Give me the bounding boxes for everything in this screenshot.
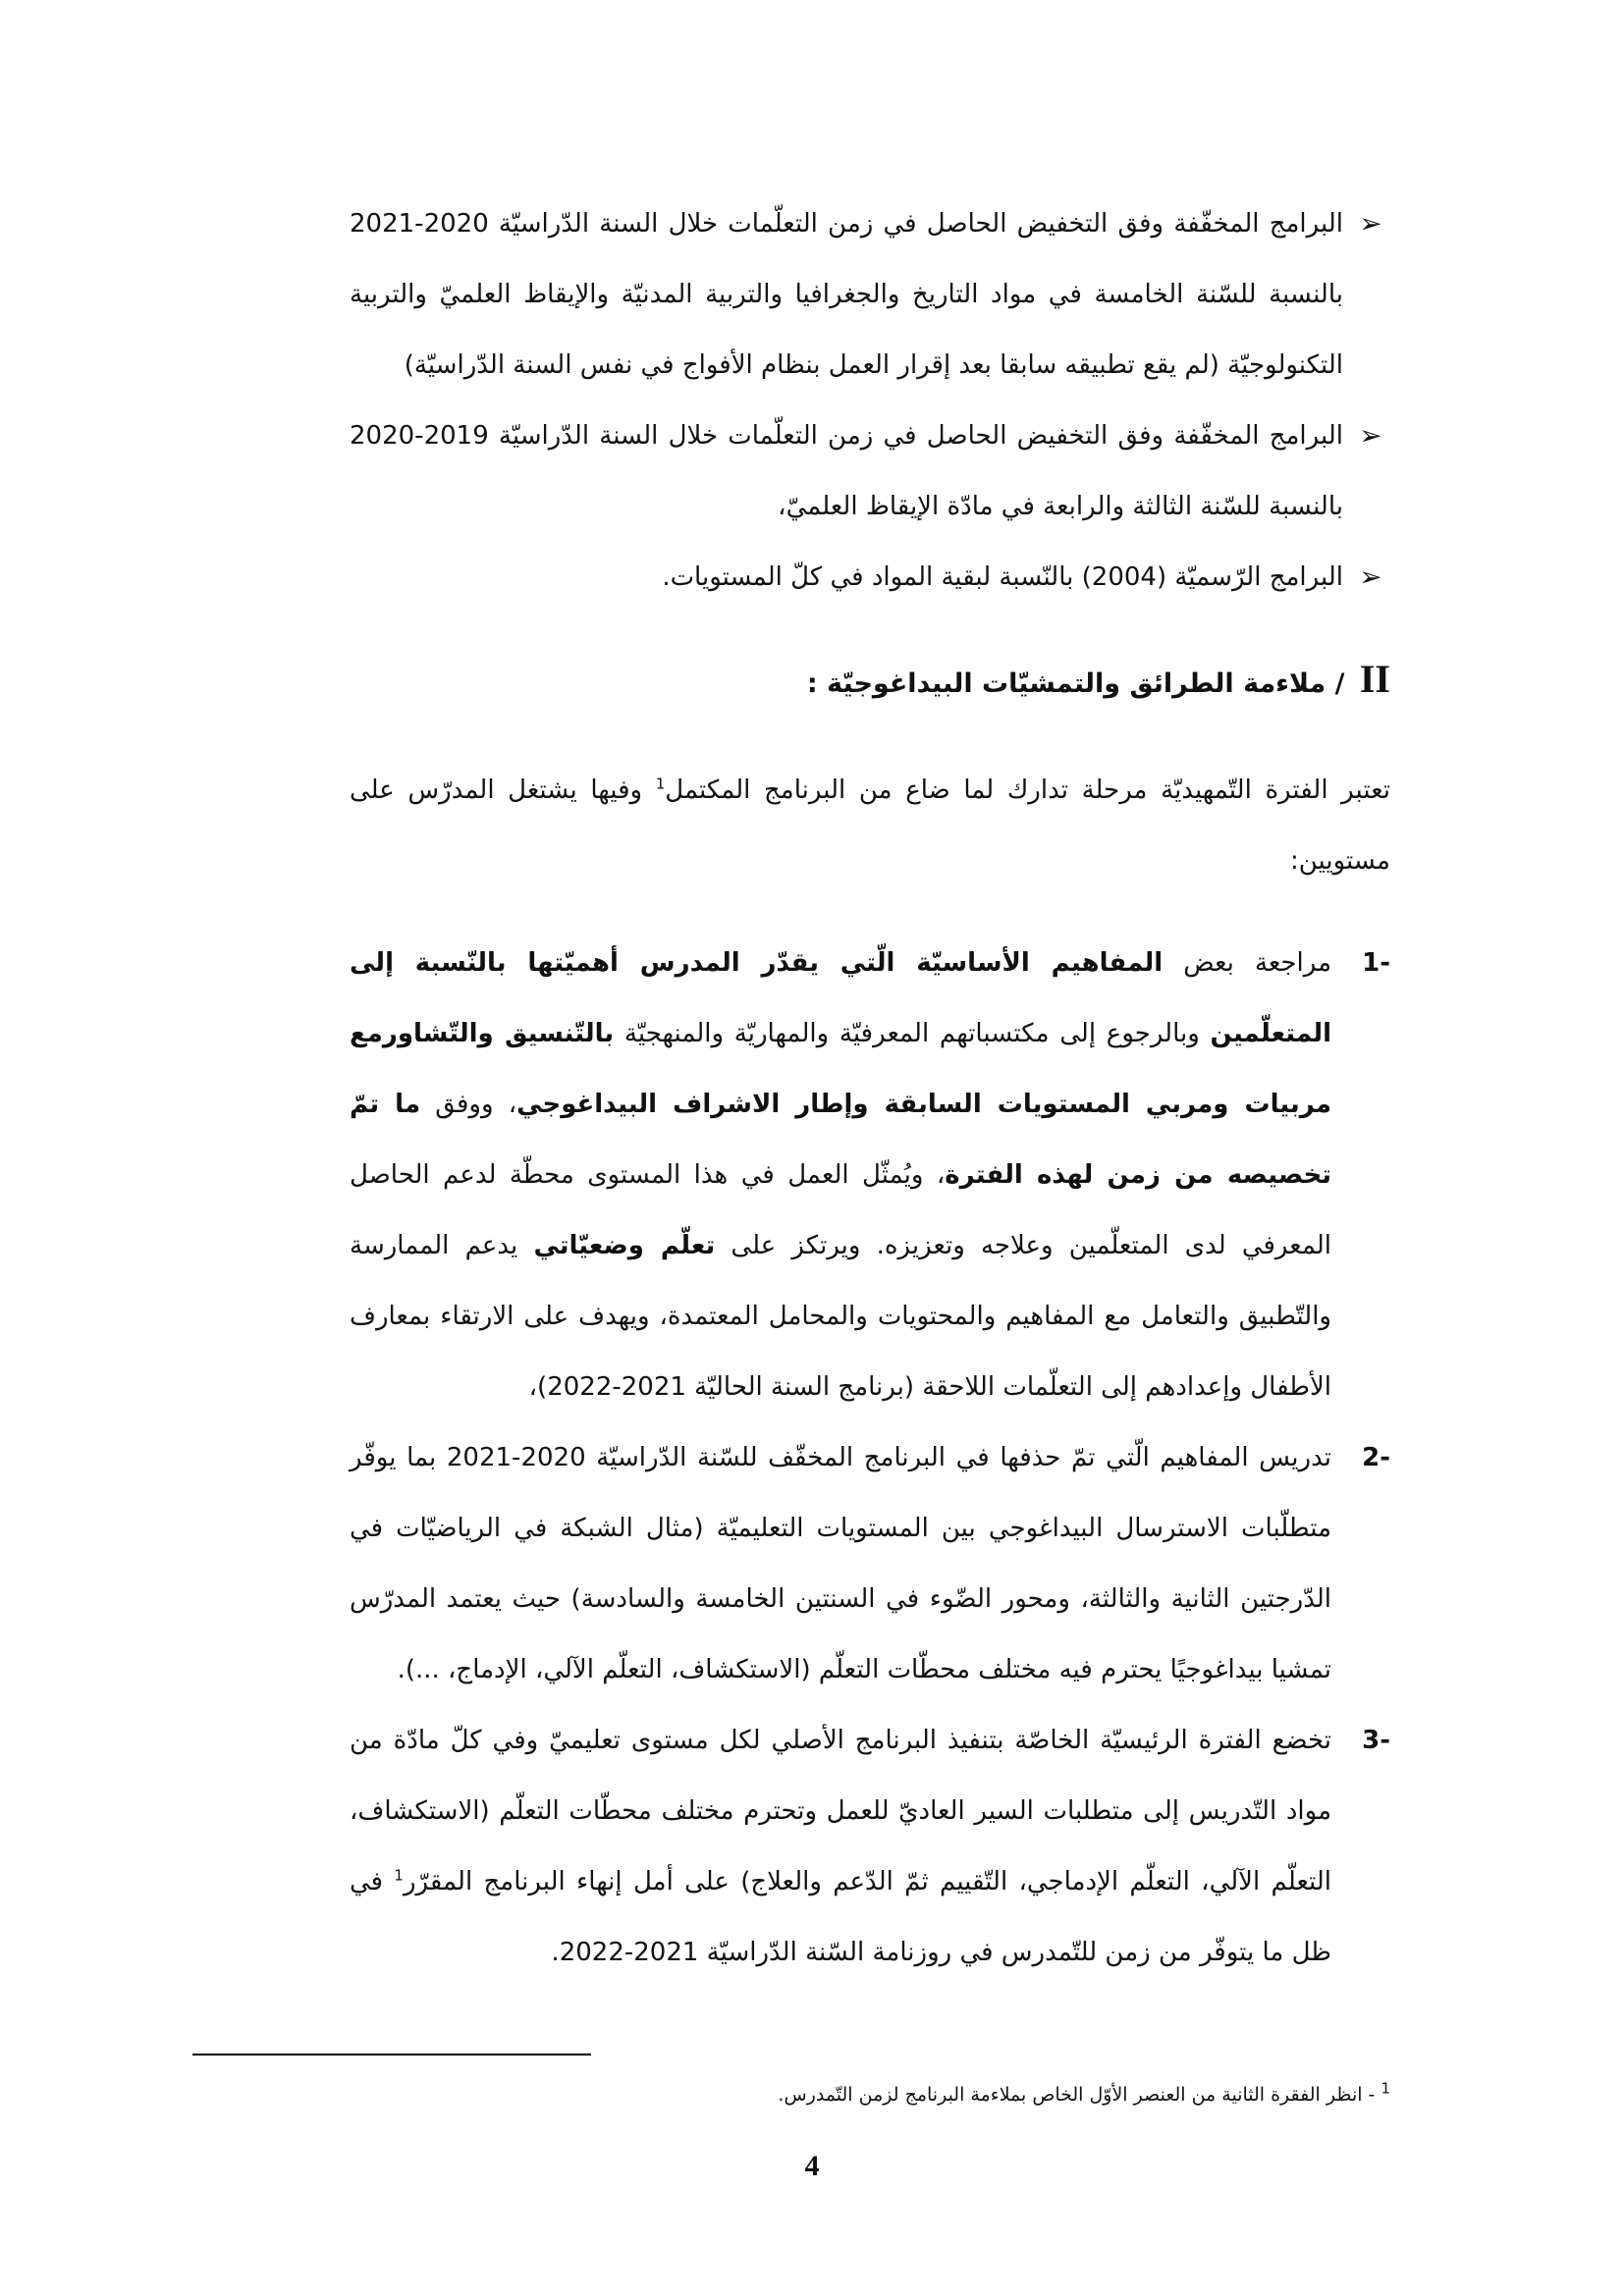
- step-item: [350, 1422, 1390, 1705]
- page-body: [350, 188, 1390, 1988]
- step-text: مراجعة بعض: [1163, 948, 1331, 978]
- intro-paragraph: [350, 755, 1390, 896]
- arrowhead-icon: ➢: [1359, 207, 1382, 240]
- section-title: / ملاءمة الطرائق والتمشيّات البيداغوجيّة :: [806, 668, 1345, 699]
- bullet-item: [350, 542, 1390, 613]
- program-bullet-list: [350, 188, 1390, 613]
- footnote-reference: 1: [655, 774, 666, 793]
- bullet-text: البرامج المخفّفة وفق التخفيض الحاصل في زمن التعلّمات خلال السنة الدّراسيّة 2019-2020 بالنسبة للسّنة الثالثة والرابعة في مادّة الإيقاظ العلميّ،: [350, 421, 1343, 521]
- step-number: -1: [1362, 948, 1390, 978]
- bullet-item: [350, 188, 1390, 400]
- footnote-reference: 1: [394, 1866, 404, 1885]
- bullet-text: البرامج المخفّفة وفق التخفيض الحاصل في زمن التعلّمات خلال السنة الدّراسيّة 2020-2021 بالنسبة للسّنة الخامسة في مواد التاريخ والجغرافيا والتربية المدنيّة والإيقاظ العلميّ والتربية التكنولوجيّة (لم يقع تطبيقه سابقا بعد إقرار العمل بنظام الأفواج في نفس السنة الدّراسيّة): [350, 209, 1343, 380]
- page-number: 4: [804, 2150, 820, 2182]
- step-text-end: في ظل ما يتوفّر من زمن للتّمدرس في روزنامة السّنة الدّراسيّة 2021-2022.: [350, 1867, 1331, 1967]
- step-emphasis: المفاهيم الأساسيّة الّتي يقدّر المدرس أهميّتها بالنّسبة إلى المتعلّمين: [350, 948, 1331, 1048]
- step-text: تدريس المفاهيم الّتي تمّ حذفها في البرنامج المخفّف للسّنة الدّراسيّة 2020-2021 بما يوفّر متطلّبات الاسترسال البيداغوجي بين المستويات التعليميّة (مثال الشبكة في الرياضيّات في الدّرجتين الثانية والثالثة، ومحور الضّوء في السنتين الخامسة والسادسة) حيث يعتمد المدرّس تمشيا بيداغوجيًا يحترم فيه مختلف محطّات التعلّم (الاستكشاف، التعلّم الآلي، الإدماج، ...).: [350, 1443, 1331, 1684]
- step-emphasis: تعلّم وضعيّاتي: [533, 1231, 716, 1260]
- step-number: -3: [1362, 1726, 1390, 1755]
- step-text: يدعم الممارسة والتّطبيق والتعامل مع المفاهيم والمحتويات والمحامل المعتمدة، ويهدف على الارتقاء بمعارف الأطفال وإعدادهم إلى التعلّمات اللاحقة (برنامج السنة الحاليّة 2021-2022)،: [350, 1231, 1331, 1402]
- step-item: [350, 928, 1390, 1422]
- bullet-item: [350, 400, 1390, 542]
- section-numeral: II: [1359, 657, 1390, 701]
- step-number: -2: [1362, 1443, 1390, 1472]
- footnote-marker: 1: [1380, 2079, 1390, 2098]
- step-item: [350, 1705, 1390, 1988]
- footnote: [350, 2079, 1390, 2110]
- step-text: وبالرجوع إلى مكتسباتهم المعرفيّة والمهاريّة والمنهجيّة: [614, 1019, 1211, 1048]
- step-text: ، ووفق: [420, 1090, 517, 1119]
- arrowhead-icon: ➢: [1359, 561, 1382, 593]
- bullet-text: البرامج الرّسميّة (2004) بالنّسبة لبقية المواد في كلّ المستويات.: [662, 562, 1343, 592]
- step-text: ، ويُمثّل العمل في هذا المستوى محطّة لدعم الحاصل المعرفي لدى المتعلّمين وعلاجه وتعزيزه. ويرتكز على: [350, 1160, 1331, 1260]
- step-text: تخضع الفترة الرئيسيّة الخاصّة بتنفيذ البرنامج الأصلي لكل مستوى تعليميّ وفي كلّ مادّة من مواد التّدريس إلى متطلبات السير العاديّ للعمل وتحترم مختلف محطّات التعلّم (الاستكشاف، التعلّم الآلي، التعلّم الإدماجي، التّقييم ثمّ الدّعم والعلاج) على أمل إنهاء البرنامج المقرّر: [350, 1726, 1331, 1896]
- steps-list: [350, 928, 1390, 1988]
- intro-text-end: وفيها يشتغل المدرّس على مستويين:: [350, 775, 1390, 876]
- section-heading: [350, 644, 1390, 720]
- step-emphasis: بالتّنسيق والتّشاورمع مربيات ومربي المستويات السابقة وإطار الاشراف البيداغوجي: [350, 1019, 1331, 1119]
- step-emphasis: ما تمّ تخصيصه من زمن لهذه الفترة: [350, 1090, 1331, 1190]
- arrowhead-icon: ➢: [1359, 419, 1382, 452]
- intro-text: تعتبر الفترة التّمهيديّة مرحلة تدارك لما ضاع من البرنامج المكتمل: [665, 775, 1391, 805]
- footnote-separator: [192, 2054, 591, 2056]
- footnote-text: - انظر الفقرة الثانية من العنصر الأوّل الخاص بملاءمة البرنامج لزمن التّمدرس.: [778, 2084, 1381, 2106]
